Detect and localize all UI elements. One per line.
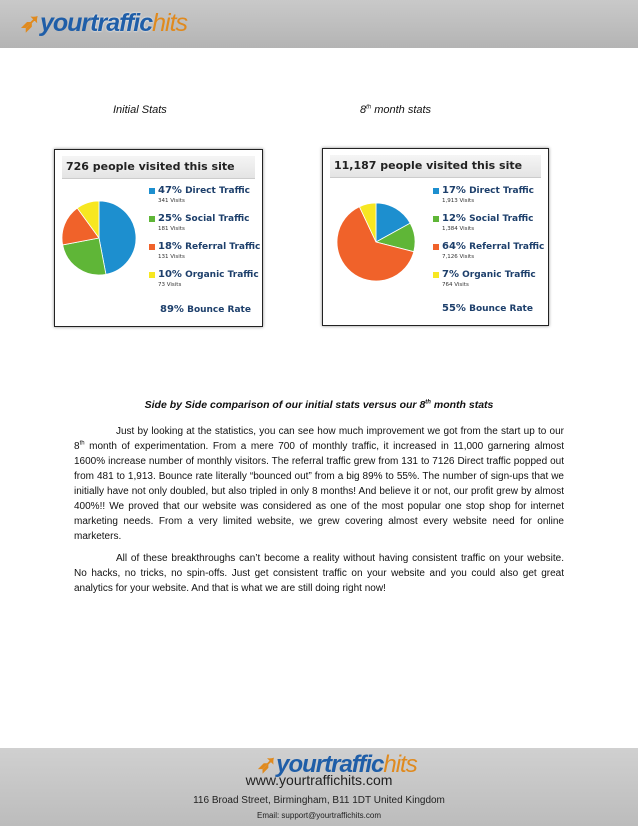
visits-social: 181 Visits bbox=[158, 226, 185, 232]
swatch-social bbox=[149, 216, 155, 222]
swatch-organic bbox=[433, 272, 439, 278]
stats-card-initial bbox=[54, 149, 263, 327]
pct-direct: 17% bbox=[442, 185, 466, 196]
footer-email[interactable]: Email: support@yourtraffichits.com bbox=[256, 811, 381, 820]
pct-social: 12% bbox=[442, 213, 466, 224]
visits-organic: 73 Visits bbox=[158, 282, 182, 288]
bounce-rate: 55% Bounce Rate bbox=[442, 303, 533, 314]
stats-card-eighth-month bbox=[322, 148, 549, 326]
swatch-direct bbox=[433, 188, 439, 194]
swatch-direct bbox=[149, 188, 155, 194]
card-title: 11,187 people visited this site bbox=[330, 155, 541, 178]
visits-direct: 341 Visits bbox=[158, 198, 185, 204]
logo-arrow-icon: ➶ bbox=[20, 9, 40, 37]
logo-arrow-icon: ➶ bbox=[257, 751, 277, 778]
pct-direct: 47% bbox=[158, 185, 182, 196]
pie-chart-initial bbox=[61, 200, 137, 276]
label-direct: Direct Traffic bbox=[469, 186, 534, 196]
label-referral: Referral Traffic bbox=[469, 242, 545, 252]
brand-logo: ➶yourtraffichits bbox=[20, 9, 188, 37]
visits-referral: 131 Visits bbox=[158, 254, 185, 260]
label-social: Social Traffic bbox=[469, 214, 534, 224]
swatch-organic bbox=[149, 272, 155, 278]
comparison-subtitle: Side by Side comparison of our initial stats versus our 8th month stats bbox=[144, 399, 494, 411]
visits-organic: 764 Visits bbox=[442, 282, 469, 288]
paragraph-conclusion: All of these breakthroughs can’t become a reality without having consistent traffic on your website. No hacks, no tricks, no spin-offs. Just get consistent traffic on your website and you could also get great analytics for your website. And that is what we are still doing right now! bbox=[74, 553, 564, 594]
label-organic: Organic Traffic bbox=[462, 270, 536, 280]
pct-organic: 7% bbox=[442, 269, 459, 280]
footer-brand-logo: ➶yourtraffichits bbox=[257, 751, 417, 778]
caption-eighth-month: 8th month stats bbox=[360, 104, 432, 116]
pie-chart-eighth-month bbox=[336, 202, 416, 282]
footer-website-url[interactable]: www.yourtraffichits.com bbox=[245, 772, 393, 788]
pct-organic: 10% bbox=[158, 269, 182, 280]
swatch-social bbox=[433, 216, 439, 222]
visits-referral: 7,126 Visits bbox=[442, 254, 475, 260]
label-referral: Referral Traffic bbox=[185, 242, 261, 252]
header-bar bbox=[0, 0, 638, 48]
pct-referral: 18% bbox=[158, 241, 182, 252]
pct-social: 25% bbox=[158, 213, 182, 224]
visits-social: 1,384 Visits bbox=[442, 226, 475, 232]
caption-initial-stats: Initial Stats bbox=[113, 104, 167, 116]
legend-initial bbox=[149, 185, 259, 295]
visits-direct: 1,913 Visits bbox=[442, 198, 475, 204]
card-title: 726 people visited this site bbox=[62, 156, 255, 179]
label-organic: Organic Traffic bbox=[185, 270, 259, 280]
swatch-referral bbox=[433, 244, 439, 250]
footer-bar bbox=[0, 748, 638, 826]
footer-address: 116 Broad Street, Birmingham, B11 1DT United Kingdom bbox=[193, 795, 445, 806]
paragraph-results: Just by looking at the statistics, you can see how much improvement we got from the start up to our 8th month of experimentation. From a mere 700 of monthly traffic, it increased in 11,000 garnering almost 1600% increase number of monthly visitors. The referral traffic grew from 131 to 7126 Direct traffic popped out from 481 to 1,913. Bounce rate literally “bounced out” from a big 89% to 55%. The number of sign-ups that we initially have not only doubled, but also tripled in only 8 months! And believe it or not, our profit grew by almost 400%!! We proved that our website was considered as one of the most popular one stop shop for internet marketing needs. From a very limited website, we grew covering almost every website need for online marketers. bbox=[74, 426, 564, 542]
pie-slice-direct bbox=[99, 201, 136, 274]
label-direct: Direct Traffic bbox=[185, 186, 250, 196]
legend-eighth-month bbox=[433, 185, 545, 295]
pct-referral: 64% bbox=[442, 241, 466, 252]
swatch-referral bbox=[149, 244, 155, 250]
label-social: Social Traffic bbox=[185, 214, 250, 224]
bounce-rate: 89% Bounce Rate bbox=[160, 304, 251, 315]
